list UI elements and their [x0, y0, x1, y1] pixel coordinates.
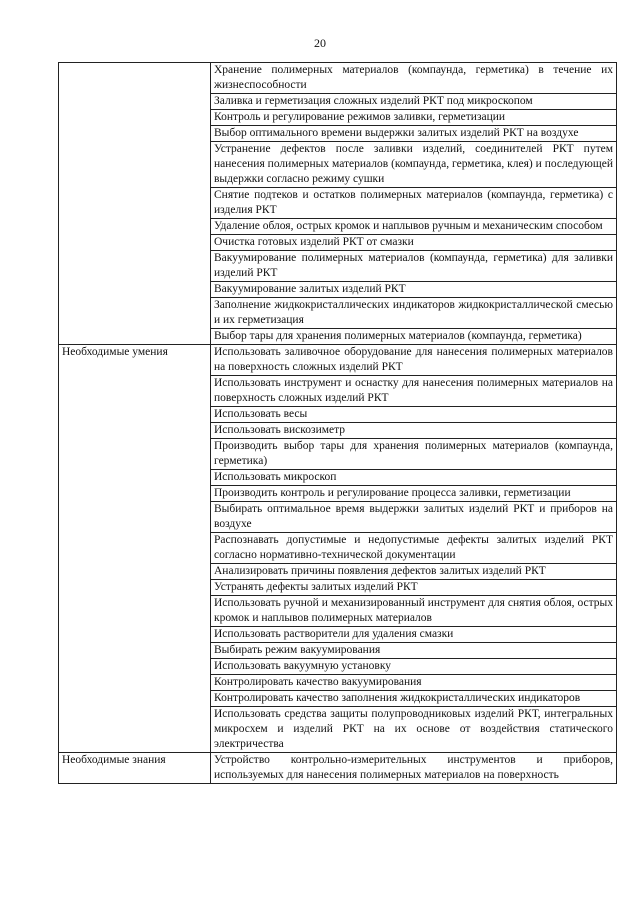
- requirement-item: Анализировать причины появления дефектов залитых изделий РКТ: [211, 564, 617, 580]
- requirement-item: Удаление облоя, острых кромок и наплывов ручным и механическим способом: [211, 219, 617, 235]
- requirement-item: Использовать растворители для удаления смазки: [211, 627, 617, 643]
- requirement-item: Очистка готовых изделий РКТ от смазки: [211, 235, 617, 251]
- table-row: [59, 63, 617, 94]
- page-number: 20: [314, 36, 326, 50]
- requirement-item: Производить выбор тары для хранения полимерных материалов (компаунда, герметика): [211, 439, 617, 470]
- requirement-item: Использовать вакуумную установку: [211, 659, 617, 675]
- requirement-item: Выбор тары для хранения полимерных материалов (компаунда, герметика): [211, 329, 617, 345]
- requirement-item: Выбор оптимального времени выдержки залитых изделий РКТ на воздухе: [211, 126, 617, 142]
- table-row: [59, 345, 617, 376]
- requirement-item: Распознавать допустимые и недопустимые дефекты залитых изделий РКТ согласно нормативно-технической документации: [211, 533, 617, 564]
- section-label-cell: Необходимые знания: [59, 753, 211, 784]
- requirement-item: Производить контроль и регулирование процесса заливки, герметизации: [211, 486, 617, 502]
- requirement-item: Использовать весы: [211, 407, 617, 423]
- section-label-cell: [59, 63, 211, 345]
- requirement-item: Выбирать режим вакуумирования: [211, 643, 617, 659]
- requirement-item: Вакуумирование полимерных материалов (компаунда, герметика) для заливки изделий РКТ: [211, 251, 617, 282]
- requirement-item: Устранение дефектов после заливки изделий, соединителей РКТ путем нанесения полимерных материалов (компаунда, герметика, клея) и последующей выдержки согласно режиму сушки: [211, 142, 617, 188]
- table-row: [59, 753, 617, 784]
- requirement-item: Снятие подтеков и остатков полимерных материалов (компаунда, герметика) с изделия РКТ: [211, 188, 617, 219]
- requirement-item: Заливка и герметизация сложных изделий РКТ под микроскопом: [211, 94, 617, 110]
- requirement-item: Хранение полимерных материалов (компаунда, герметика) в течение их жизнеспособности: [211, 63, 617, 94]
- requirement-item: Заполнение жидкокристаллических индикаторов жидкокристаллической смесью и их герметизация: [211, 298, 617, 329]
- requirements-table: [58, 62, 617, 784]
- requirement-item: Использовать инструмент и оснастку для нанесения полимерных материалов на поверхность сложных изделий РКТ: [211, 376, 617, 407]
- requirement-item: Вакуумирование залитых изделий РКТ: [211, 282, 617, 298]
- requirement-item: Использовать вискозиметр: [211, 423, 617, 439]
- requirement-item: Устранять дефекты залитых изделий РКТ: [211, 580, 617, 596]
- requirements-table-body: [59, 63, 617, 784]
- section-label-cell: Необходимые умения: [59, 345, 211, 753]
- requirement-item: Использовать ручной и механизированный инструмент для снятия облоя, острых кромок и наплывов полимерных материалов: [211, 596, 617, 627]
- requirement-item: Использовать микроскоп: [211, 470, 617, 486]
- requirement-item: Использовать средства защиты полупроводниковых изделий РКТ, интегральных микросхем и изделий РКТ на их основе от воздействия статического электричества: [211, 707, 617, 753]
- requirement-item: Контролировать качество заполнения жидкокристаллических индикаторов: [211, 691, 617, 707]
- requirement-item: Контролировать качество вакуумирования: [211, 675, 617, 691]
- requirement-item: Устройство контрольно-измерительных инструментов и приборов, используемых для нанесения полимерных материалов на поверхность: [211, 753, 617, 784]
- requirement-item: Контроль и регулирование режимов заливки, герметизации: [211, 110, 617, 126]
- requirement-item: Выбирать оптимальное время выдержки залитых изделий РКТ и приборов на воздухе: [211, 502, 617, 533]
- requirement-item: Использовать заливочное оборудование для нанесения полимерных материалов на поверхность сложных изделий РКТ: [211, 345, 617, 376]
